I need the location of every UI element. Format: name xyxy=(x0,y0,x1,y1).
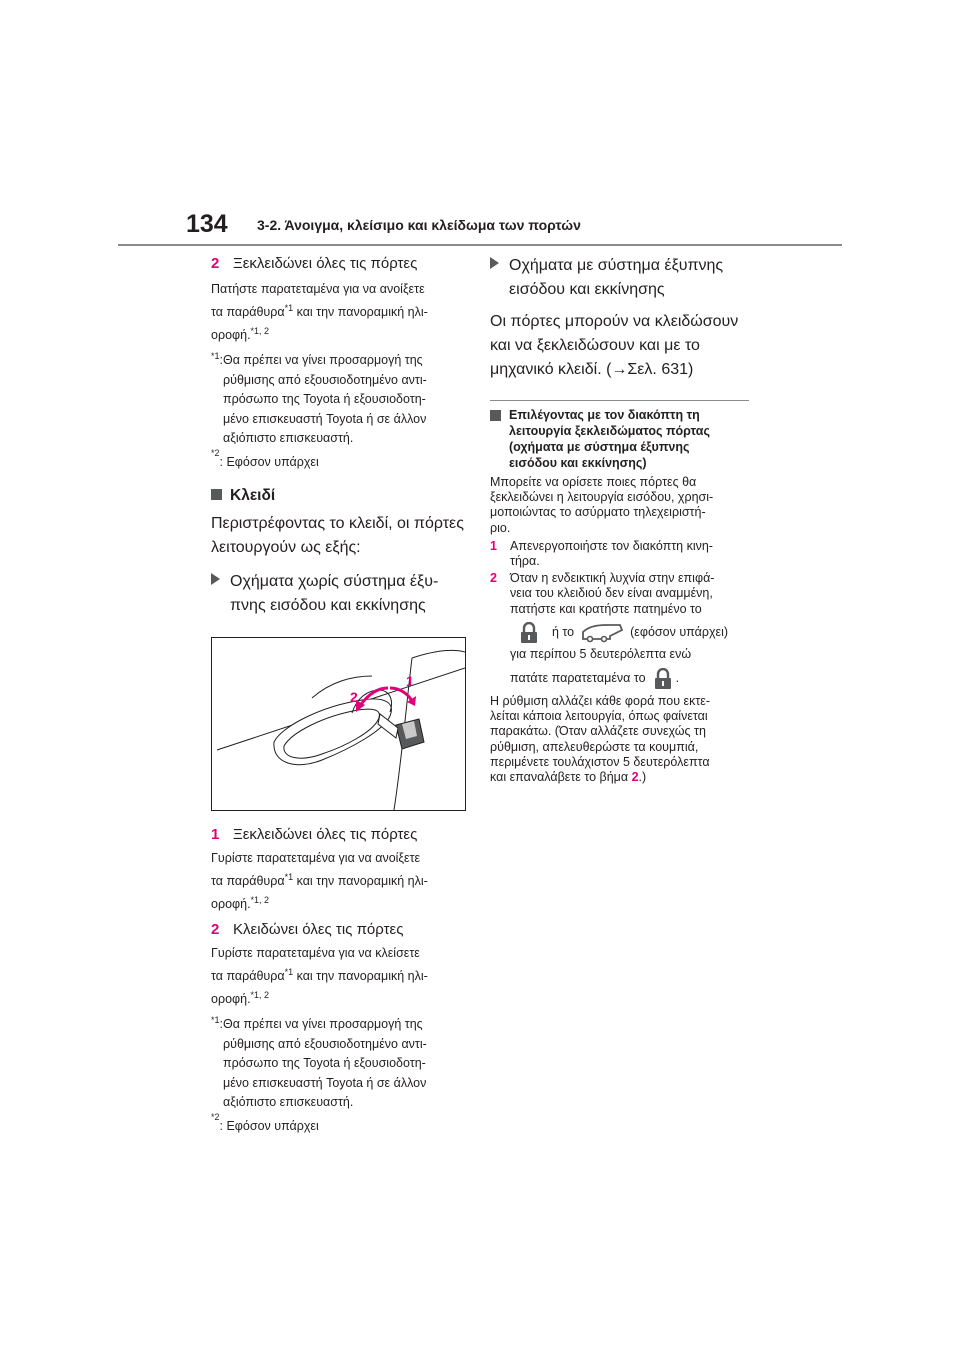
footnote-3: $^{*1}$: Θα πρέπει να γίνει προσαρμογή της ρύθμισης από εξουσιοδοτημένο αντι- πρόσωπο της Toyota ή εξουσιοδοτη- μένο επισκευαστή Toyota ή σε άλλον αξιόπιστο επισκευαστή. xyxy=(211,1014,427,1109)
mechanical-key-intro: Οι πόρτες μπορούν να κλειδώσουν και να ξεκλειδώσουν και με το μηχανικό κλειδί. (→Σελ. 631) xyxy=(490,313,739,378)
lock-icon xyxy=(654,668,672,690)
figure-label-1: 1 xyxy=(406,673,414,689)
sub-heading-smart: Οχήματα με σύστημα έξυπνης εισόδου και εκκίνησης xyxy=(490,254,760,302)
figure-label-2: 2 xyxy=(350,689,358,705)
key-turn-figure xyxy=(211,637,466,811)
step-1: 1 Απενεργοποιήστε τον διακόπτη κινη- τήρα. xyxy=(490,538,713,569)
sub-heading-no-smart: Οχήματα χωρίς σύστημα έξυ- πνης εισόδου και εκκίνησης xyxy=(211,570,481,618)
footnote-2: *2 : Εφόσον υπάρχει xyxy=(211,447,319,469)
text-line: Πατήστε παρατεταμένα για να ανοίξετε xyxy=(211,282,425,296)
footnote-1: $^{*1}$: Θα πρέπει να γίνει προσαρμογή της ρύθμισης από εξουσιοδοτημένο αντι- πρόσωπο της Toyota ή εξουσιοδοτη- μένο επισκευαστή Toyota ή σε άλλον αξιόπιστο επισκευαστή. xyxy=(211,350,427,445)
box-intro: Μπορείτε να ορίσετε ποιες πόρτες θα ξεκλειδώνει η λειτουργία εισόδου, χρησι- μοποιώντας το ασύρματο τηλεχειριστή- ριο. xyxy=(490,475,714,535)
right-column xyxy=(490,254,760,785)
press-row: πατάτε παρατεταμένα το . xyxy=(510,668,728,690)
text-line: οροφή.$^{*1, 2}$ xyxy=(211,325,270,342)
key-intro: Περιστρέφοντας το κλειδί, οι πόρτες λειτουργούν ως εξής: xyxy=(211,515,464,556)
footnote-4: *2 : Εφόσον υπάρχει xyxy=(211,1111,319,1133)
back-door-icon xyxy=(580,622,624,644)
square-bullet-icon xyxy=(211,489,222,500)
item-2-body xyxy=(211,278,481,347)
button-row: ή το (εφόσον υπάρχει) xyxy=(510,622,728,644)
box-heading: Επιλέγοντας με τον διακόπτη τη λειτουργία ξεκλειδώματος πόρτας (οχήματα με σύστημα έξυπνης εισόδου και εκκίνησης) xyxy=(490,407,760,471)
item-title: Ξεκλειδώνει όλες τις πόρτες xyxy=(233,255,418,272)
figure-item-1-body: Γυρίστε παρατεταμένα για να ανοίξετε τα παράθυρα$^{*1}$ και την πανοραμική ηλι- οροφή.$^{*1, 2}$ xyxy=(211,851,428,911)
section-rule xyxy=(490,400,749,401)
lock-icon xyxy=(520,622,538,644)
triangle-bullet-icon xyxy=(490,257,499,269)
figure-item-2-body: Γυρίστε παρατεταμένα για να κλείσετε τα παράθυρα$^{*1}$ και την πανοραμική ηλι- οροφή.$^{*1, 2}$ xyxy=(211,946,428,1006)
header-rule xyxy=(118,244,842,246)
door-handle-key-illustration xyxy=(212,638,465,810)
figure-item-2-heading: 2 Κλειδώνει όλες τις πόρτες xyxy=(211,921,404,938)
text-line: τα παράθυρα$^{*1}$ και την πανοραμική ηλι- xyxy=(211,302,428,319)
key-heading: Κλειδί xyxy=(211,486,481,506)
item-number: 2 xyxy=(211,255,220,272)
triangle-bullet-icon xyxy=(211,573,220,585)
step-2: 2 Όταν η ενδεικτική λυχνία στην επιφά- νεια του κλειδιού δεν είναι αναμμένη, πατήστε και κρατήστε πατημένο το ή το (εφόσον υπάρχει) για περίπου 5 δευτερόλεπτα ενώ πατάτε παρατεταμένα το . xyxy=(490,571,760,690)
left-column xyxy=(211,254,481,1136)
page-number: 134 xyxy=(186,210,228,238)
outro: Η ρύθμιση αλλάζει κάθε φορά που εκτε- λείται κάποια λειτουργία, όπως φαίνεται παρακάτω. (Όταν αλλάζετε συνεχώς τη ρύθμιση, απελευθερώστε τα κουμπιά, περιμένετε τουλάχιστον 5 δευτερόλεπτα και επαναλάβετε το βήμα 2.) xyxy=(490,694,711,785)
square-bullet-icon xyxy=(490,410,501,421)
section-title: 3-2. Άνοιγμα, κλείσιμο και κλείδωμα των πορτών xyxy=(257,217,581,233)
figure-item-1-heading: 1 Ξεκλειδώνει όλες τις πόρτες xyxy=(211,826,418,843)
item-2-heading xyxy=(211,254,481,274)
